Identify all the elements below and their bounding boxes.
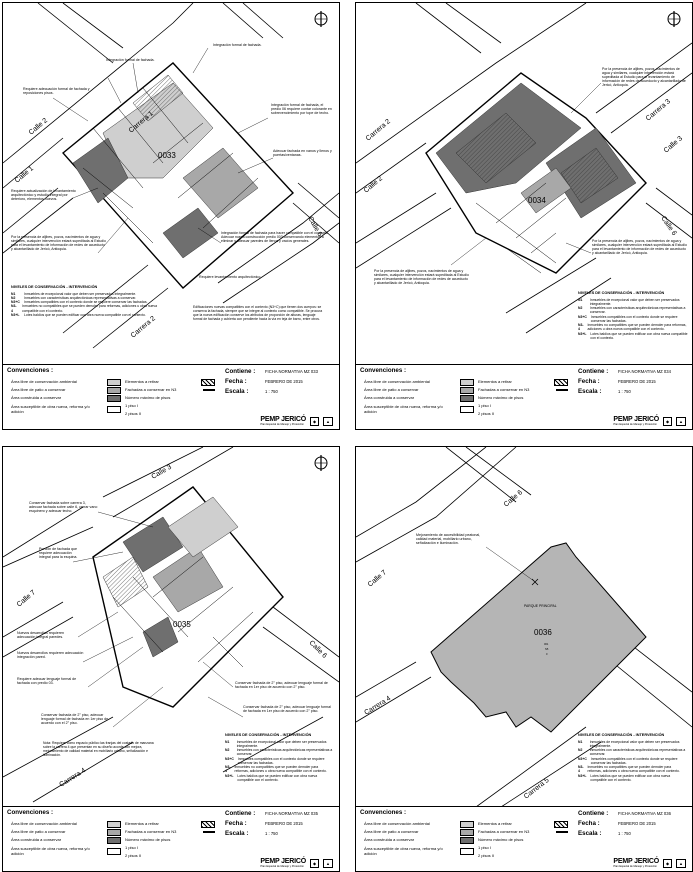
north-arrow-icon xyxy=(668,11,680,27)
contiene-value: FICHA NORMATIVA MZ 033 xyxy=(265,369,318,374)
legend-item: Área libre de conservación ambiental xyxy=(11,379,77,384)
annotation-note: Requiere adecuar lenguaje formal de fachada con predio 03. xyxy=(17,677,77,685)
star-note: Nota: Requiere como espacio público las franjas del costado de manzana sobre la carrera 4 que presentan en su diseño acorde con mejora, mejoramiento de calidad material en mobiliario urbano, señalización e iluminación. xyxy=(43,741,154,757)
street-label: Carrera 2 xyxy=(129,315,157,340)
legend-item: Número máximo de pisos xyxy=(125,837,171,842)
contiene-value: FICHA NORMATIVA MZ 034 xyxy=(618,369,671,374)
legend-item: Área libre de patio a conservar xyxy=(11,387,66,392)
legend-item: Área construida a conservar xyxy=(364,395,415,400)
nivel-text: Lotes baldíos que se pueden edificar con obra nueva compatible con el contexto. xyxy=(590,773,671,782)
nivel-code: N1 xyxy=(578,297,583,302)
logo-pemp: PEMP JERICÓ xyxy=(260,858,306,865)
park-label: PARQUE PRINCIPAL xyxy=(524,604,557,608)
street-label: Calle 3 xyxy=(150,463,173,481)
lot-code: 001 xyxy=(544,643,549,646)
park-area xyxy=(431,543,646,732)
annotation-note: Porción de fachada que requiere adecuación integral para la esquina. xyxy=(39,547,78,559)
fecha-value: FEBRERO DE 2015 xyxy=(618,821,656,826)
annotation-note: Integración formal de fachada. xyxy=(106,58,155,62)
annotation-note: Requiere levantamiento arquitectónico xyxy=(199,275,261,279)
legend-item: Área libre de patio a conservar xyxy=(364,387,419,392)
sheet-mz-0036 xyxy=(355,446,693,872)
nivel-text: Inmuebles no compatibles que se pueden demoler para reformas, adiciones u obra nueva compatible con el contexto. xyxy=(587,765,680,774)
logo-icon: ◆ xyxy=(310,859,319,868)
legend-item: 2 pisos II xyxy=(125,411,142,416)
fecha-value: FEBRERO DE 2015 xyxy=(265,379,303,384)
nivel-text: Inmuebles de excepcional valor que deben ser preservados integralmente. xyxy=(589,739,680,748)
logo-icon: ◆ xyxy=(663,859,672,868)
nivel-code: N2 xyxy=(11,295,16,300)
lot-floors: 0 xyxy=(546,653,548,656)
street-label: Carrera 4 xyxy=(58,767,88,789)
annotation-note: Por la presencia de aljibes, pozos, nacimientos de agua y similares, cualquier intervención estará supeditada al Estudio para el levantamiento de información de redes de acueducto y alcantarillado de Jericó, Antioquia. xyxy=(602,67,686,87)
nivel-list xyxy=(225,733,333,782)
legend-item: Área susceptible de obra nueva, reforma y/o adición xyxy=(11,846,90,856)
nivel-title: NIVELES DE CONSERVACIÓN - INTERVENCIÓN xyxy=(578,733,665,737)
nivel-text: Inmuebles compatibles con el contexto donde se requiere conservar las fachadas. xyxy=(24,300,148,305)
contiene-label: Contiene : xyxy=(225,368,256,375)
street-label: Calle 6 xyxy=(659,215,678,238)
nivel-code: N1 xyxy=(578,739,583,744)
fecha-value: FEBRERO DE 2015 xyxy=(618,379,656,384)
star-note: Edificaciones nuevas compatibles con el contexto (N3+C) que tienen dos cuerpos: se conserva la fachada, siempre que se integre al contexto como compatible. Se procura que la nueva edificación conserve los atributos de proporción de alturas, lenguaje formal de fachada y cubierta con pendiente hacia la vía en teja de barro, entre otros. xyxy=(193,305,323,321)
legend-item: Área susceptible de obra nueva, reforma y/o adición xyxy=(364,846,443,856)
nivel-code: N3+C xyxy=(11,300,20,305)
fecha-value: FEBRERO DE 2015 xyxy=(265,821,303,826)
logo-icon: ◆ xyxy=(663,417,672,426)
nivel-text: Inmuebles con características arquitectónicas representativas a conservar. xyxy=(236,748,333,757)
legend-item: 1 piso I xyxy=(125,403,138,408)
legend-item: Elementos a retirar xyxy=(478,821,512,826)
nivel-text: Inmuebles compatibles con el contexto donde se requiere conservar las fachadas. xyxy=(590,314,678,323)
logo-sub: Plan Especial de Manejo y Protección xyxy=(613,423,657,426)
contiene-label: Contiene : xyxy=(578,810,609,817)
sheet-mz-0034 xyxy=(355,2,693,430)
contiene-value: FICHA NORMATIVA MZ 035 xyxy=(265,811,318,816)
annotation-note: Adecuar fachada en vanos y llenos y puertas/ventanas. xyxy=(273,149,332,157)
nivel-text: Inmuebles con características arquitectónicas representativas a conservar. xyxy=(589,306,686,315)
annotation-note: Por la presencia de aljibes, pozos, nacimientos de agua y similares, cualquier intervención estará supeditada al Estudio para el levantamiento de información de redes de acueducto y alcantarillado de Jericó, Antioquia. xyxy=(374,269,469,285)
nivel-title: NIVELES DE CONSERVACIÓN - INTERVENCIÓN xyxy=(11,285,98,289)
nivel-text: Inmuebles no compatibles que se pueden demoler para reformas, adiciones u obra nueva compatible con el contexto. xyxy=(22,304,158,313)
contiene-value: FICHA NORMATIVA MZ 036 xyxy=(618,811,671,816)
street-label: Calle 7 xyxy=(15,589,37,609)
logo-icon: ▲ xyxy=(323,859,333,868)
logo-sub: Plan Especial de Manejo y Protección xyxy=(260,865,304,868)
block-number: 0035 xyxy=(173,620,191,629)
nivel-text: Inmuebles compatibles con el contexto donde se requiere conservar las fachadas. xyxy=(590,756,678,765)
nivel-code: N3+C xyxy=(578,314,587,319)
street-label: Calle 6 xyxy=(307,639,328,660)
escala-value: 1 : 750 xyxy=(618,389,631,394)
block-number: 0036 xyxy=(534,628,552,637)
escala-label: Escala : xyxy=(225,388,249,395)
nivel-text: Inmuebles de excepcional valor que deben ser preservados integralmente. xyxy=(236,739,327,748)
nivel-text: Inmuebles con características arquitectónicas representativas a conservar. xyxy=(24,295,137,300)
legend-item: Área susceptible de obra nueva, reforma y/o adición xyxy=(364,404,443,414)
fecha-label: Fecha : xyxy=(225,820,247,827)
nivel-code: N2 xyxy=(225,748,230,753)
legend-title: Convenciones : xyxy=(7,809,54,816)
logo-pemp: PEMP JERICÓ xyxy=(613,858,659,865)
street-label: Calle 3 xyxy=(662,135,684,155)
nivel-code: N3-4 xyxy=(578,765,584,774)
legend-item: 1 piso I xyxy=(125,845,138,850)
legend-item: Elementos a retirar xyxy=(125,821,159,826)
fecha-label: Fecha : xyxy=(578,378,600,385)
legend-title: Convenciones : xyxy=(360,809,407,816)
street-label: Carrera 5 xyxy=(522,776,551,801)
legend-item: Área construida a conservar xyxy=(11,837,62,842)
legend-item: 1 piso I xyxy=(478,845,491,850)
legend-item: 2 pisos II xyxy=(125,853,142,858)
lot-level: N5 xyxy=(545,648,549,651)
nivel-code: N2 xyxy=(578,748,583,753)
nivel-code: N3-4 xyxy=(225,765,231,774)
escala-label: Escala : xyxy=(225,830,249,837)
nivel-code: N3-4 xyxy=(578,323,584,332)
nivel-title: NIVELES DE CONSERVACIÓN - INTERVENCIÓN xyxy=(578,291,665,295)
legend-item: Área libre de patio a conservar xyxy=(11,829,66,834)
legend-item: Número máximo de pisos xyxy=(125,395,171,400)
logos xyxy=(260,858,333,868)
block-number: 0034 xyxy=(528,196,546,205)
annotation-note: Conservar fachada de 2° piso, adecuar lenguaje formal de fachada en 1er piso de acuerdo con el 2° piso. xyxy=(41,713,109,725)
nivel-code: N3+C xyxy=(578,756,587,761)
annotation-note: Nuevos desarrollos requieren adecuación integración pared. xyxy=(17,651,84,659)
legend-title: Convenciones : xyxy=(360,367,407,374)
annotation-note: Conservar fachada de 2° piso, adecuar lenguaje formal de fachada en 1er piso de acuerdo con 2° piso. xyxy=(235,681,328,689)
nivel-code: N2 xyxy=(578,306,583,311)
logo-sub: Plan Especial de Manejo y Protección xyxy=(613,865,657,868)
sheet-mz-0035 xyxy=(2,446,340,872)
nivel-code: N3+L xyxy=(578,331,587,336)
street-label: Calle 7 xyxy=(366,569,388,589)
nivel-text: Lotes baldíos que se pueden edificar con obra nueva compatible con el contexto. xyxy=(24,312,146,317)
legend xyxy=(3,806,339,871)
nivel-list xyxy=(578,291,688,340)
fecha-label: Fecha : xyxy=(578,820,600,827)
nivel-title: NIVELES DE CONSERVACIÓN - INTERVENCIÓN xyxy=(225,733,312,737)
legend-item: Número máximo de pisos xyxy=(478,395,524,400)
logo-pemp: PEMP JERICÓ xyxy=(613,416,659,423)
legend-title: Convenciones : xyxy=(7,367,54,374)
legend-item: Fachadas a conservar en N3 xyxy=(125,829,177,834)
nivel-text: Lotes baldíos que se pueden edificar con obra nueva compatible con el contexto. xyxy=(237,773,318,782)
logo-icon: ▲ xyxy=(676,417,686,426)
legend-item: 2 pisos II xyxy=(478,411,495,416)
legend-item: Fachadas a conservar en N3 xyxy=(125,387,177,392)
legend-item: Área libre de conservación ambiental xyxy=(11,821,77,826)
legend-item: Elementos a retirar xyxy=(478,379,512,384)
block-number: 0033 xyxy=(158,151,176,160)
nivel-text: Lotes baldíos que se pueden edificar con obra nueva compatible con el contexto. xyxy=(590,331,688,340)
legend xyxy=(356,806,692,871)
annotation-note: Por la presencia de aljibes, pozos, nacimientos de agua y similares, cualquier intervención estará supeditada al Estudio para el levantamiento de información de redes de acueducto y alcantarillado de Jericó, Antioquia. xyxy=(11,235,106,251)
escala-value: 1 : 750 xyxy=(265,389,278,394)
escala-value: 1 : 750 xyxy=(265,831,278,836)
nivel-list xyxy=(11,285,161,317)
legend-item: Área susceptible de obra nueva, reforma y/o adición xyxy=(11,404,90,414)
street-label: Carrera 1 xyxy=(127,110,155,135)
legend-item: Elementos a retirar xyxy=(125,379,159,384)
legend-item: Fachadas a conservar en N3 xyxy=(478,387,530,392)
annotation-note: Nuevos desarrollos requieren adecuación integral paredes. xyxy=(17,631,64,639)
legend xyxy=(3,364,339,429)
north-arrow-icon xyxy=(315,455,327,471)
escala-label: Escala : xyxy=(578,388,602,395)
street-label: Carrera 4 xyxy=(363,695,393,717)
logos xyxy=(260,416,333,426)
legend-item: Área construida a conservar xyxy=(11,395,62,400)
logos xyxy=(613,858,686,868)
contiene-label: Contiene : xyxy=(225,810,256,817)
north-arrow-icon xyxy=(315,11,327,27)
annotation-note: Conservar fachada de 2° piso, adecuar lenguaje formal de fachada en 1er piso de acuerdo con 2° piso. xyxy=(243,705,331,713)
nivel-code: N3+L xyxy=(11,312,20,317)
annotation-note: Por la presencia de aljibes, pozos, nacimientos de agua y similares, cualquier intervención estará supeditada al Estudio para el levantamiento de información de redes de acueducto y alcantarillado de Jericó, Antioquia. xyxy=(592,239,687,255)
street-label: Carrera 2 xyxy=(364,118,392,143)
nivel-code: N1 xyxy=(11,291,16,296)
annotation-note: Conservar fachada sobre carrera 3, adecuar fachada sobre calle 6, cerrar vano esquinero y adecuar techo. xyxy=(29,501,98,513)
street-label: Calle 6 xyxy=(306,215,324,238)
annotation-note: Integración formal de fachada, el predio 06 requiere contar colorante en sobrevencimiento por tope de techo. xyxy=(271,103,332,115)
annotation-note: Requiere adecuación formal de fachada y reposiciones pisos. xyxy=(23,87,90,95)
legend-item: 1 piso I xyxy=(478,403,491,408)
legend-item: Área construida a conservar xyxy=(364,837,415,842)
nivel-text: Inmuebles no compatibles que se pueden demoler para reformas, adiciones u obra nueva compatible con el contexto. xyxy=(234,765,327,774)
logo-sub: Plan Especial de Manejo y Protección xyxy=(260,423,304,426)
legend-item: Número máximo de pisos xyxy=(478,837,524,842)
escala-label: Escala : xyxy=(578,830,602,837)
nivel-text: Inmuebles de excepcional valor que deben ser preservados integralmente. xyxy=(24,291,137,296)
legend-item: Fachadas a conservar en N3 xyxy=(478,829,530,834)
logo-pemp: PEMP JERICÓ xyxy=(260,416,306,423)
annotation-note: Integración formal de fachada. xyxy=(213,43,262,47)
nivel-code: N3-4 xyxy=(11,304,17,313)
street-label: Calle 2 xyxy=(362,175,384,195)
nivel-text: Inmuebles de excepcional valor que deben ser preservados integralmente. xyxy=(589,297,680,306)
annotation-note: Integración formal de fachada para hacer compatible con el contexto. Adecuar nueva construcción predio 003 conservando elementos a eliminar y adecuar paredes de llenos y vacíos generales. xyxy=(221,231,329,243)
street-label: Carrera 3 xyxy=(644,98,672,123)
annotation-note: Requiere actualización de levantamiento arquitectónico y estudio integral por deterioro, elementos nuevos. xyxy=(11,189,76,201)
nivel-text: Inmuebles no compatibles que se pueden demoler para reformas, adiciones u obra nueva compatible con el contexto. xyxy=(587,323,687,332)
nivel-code: N3+L xyxy=(578,773,587,778)
nivel-code: N3+C xyxy=(225,756,234,761)
contiene-label: Contiene : xyxy=(578,368,609,375)
legend-item: 2 pisos II xyxy=(478,853,495,858)
fecha-label: Fecha : xyxy=(225,378,247,385)
logo-icon: ▲ xyxy=(676,859,686,868)
nivel-code: N1 xyxy=(225,739,230,744)
street-label: Calle 6 xyxy=(502,489,524,509)
nivel-list xyxy=(578,733,686,782)
legend xyxy=(356,364,692,429)
sheet-mz-0033 xyxy=(2,2,340,430)
street-label: Calle 1 xyxy=(13,165,35,185)
annotation-note: Mejoramiento de accesibilidad peatonal, calidad material, mobiliario urbano, señalización e iluminación. xyxy=(416,533,481,545)
nivel-text: Inmuebles compatibles con el contexto donde se requiere conservar las fachadas. xyxy=(237,756,325,765)
escala-value: 1 : 750 xyxy=(618,831,631,836)
logos xyxy=(613,416,686,426)
legend-item: Área libre de conservación ambiental xyxy=(364,379,430,384)
logo-icon: ▲ xyxy=(323,417,333,426)
nivel-code: N3+L xyxy=(225,773,234,778)
logo-icon: ◆ xyxy=(310,417,319,426)
legend-item: Área libre de conservación ambiental xyxy=(364,821,430,826)
street-label: Calle 2 xyxy=(27,117,49,137)
legend-item: Área libre de patio a conservar xyxy=(364,829,419,834)
nivel-text: Inmuebles con características arquitectónicas representativas a conservar. xyxy=(589,748,686,757)
